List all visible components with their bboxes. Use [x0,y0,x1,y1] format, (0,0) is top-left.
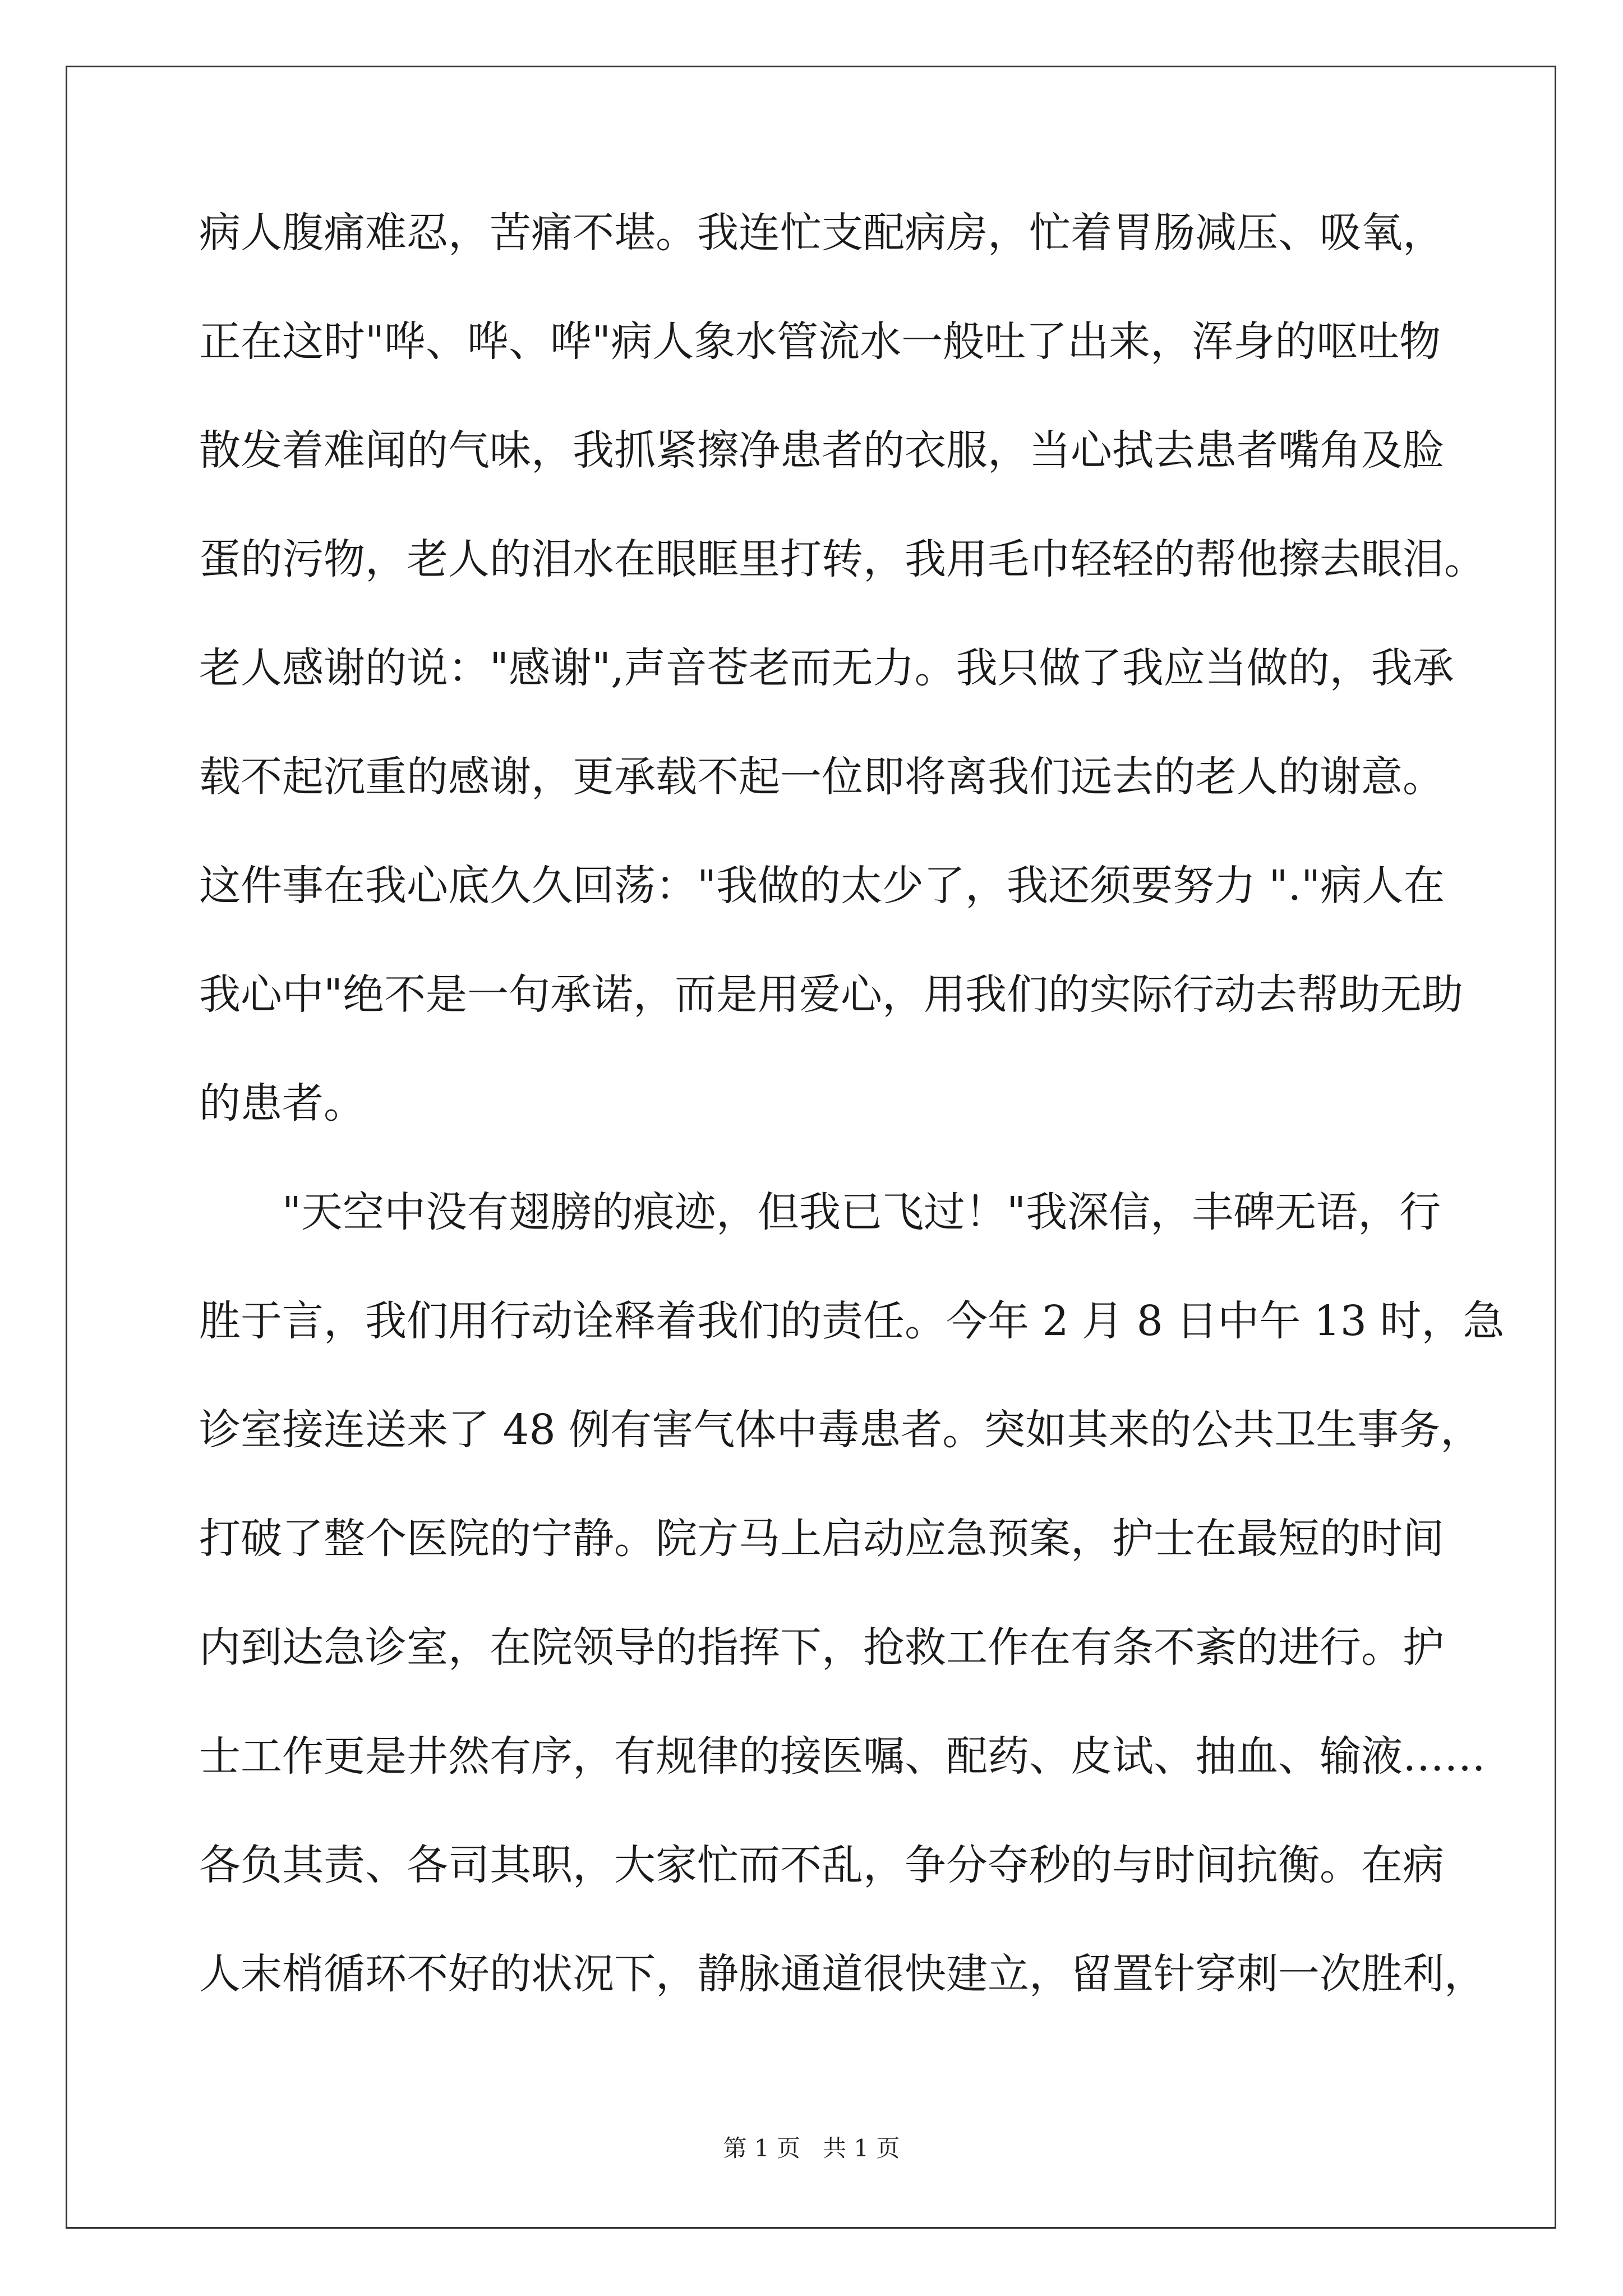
text-line: 内到达急诊室，在院领导的指挥下，抢救工作在有条不紊的进行。护 [199,1623,1444,1672]
text-line: 正在这时"哗、哗、哗"病人象水管流水一般吐了出来，浑身的呕吐物 [199,318,1441,366]
text-line: 的患者。 [199,1079,365,1128]
page-number-total: 共 1 页 [823,2134,900,2162]
text-line: 士工作更是井然有序，有规律的接医嘱、配药、皮试、抽血、输液…… [199,1732,1486,1780]
text-line: 我心中"绝不是一句承诺，而是用爱心，用我们的实际行动去帮助无助 [199,970,1464,1019]
text-line: 载不起沉重的感谢，更承载不起一位即将离我们远去的老人的谢意。 [199,753,1444,801]
text-line: 胜于言，我们用行动诠释着我们的责任。今年 2 月 8 日中午 13 时，急 [199,1297,1505,1345]
document-body [199,194,1505,2044]
text-line: 诊室接连送来了 48 例有害气体中毒患者。突如其来的公共卫生事务， [199,1406,1482,1454]
text-line: 各负其责、各司其职，大家忙而不乱，争分夺秒的与时间抗衡。在病 [199,1841,1444,1889]
text-line: 病人腹痛难忍，苦痛不堪。我连忙支配病房，忙着胃肠减压、吸氧， [199,209,1444,257]
text-line: 蛋的污物，老人的泪水在眼眶里打转，我用毛巾轻轻的帮他擦去眼泪。 [199,535,1486,583]
text-line: 打破了整个医院的宁静。院方马上启动应急预案，护士在最短的时间 [199,1515,1444,1563]
page-footer [0,2132,1623,2165]
paragraph-first-line: "天空中没有翅膀的痕迹，但我已飞过！"我深信，丰碑无语，行 [282,1188,1441,1236]
page-number-current: 第 1 页 [723,2134,800,2162]
text-line: 这件事在我心底久久回荡："我做的太少了，我还须要努力 "."病人在 [199,862,1445,910]
text-line: 老人感谢的说："感谢",声音苍老而无力。我只做了我应当做的，我承 [199,644,1454,692]
text-line: 散发着难闻的气味，我抓紧擦净患者的衣服，当心拭去患者嘴角及脸 [199,426,1444,475]
text-line: 人末梢循环不好的状况下，静脉通道很快建立，留置针穿刺一次胜利， [199,1950,1486,1998]
